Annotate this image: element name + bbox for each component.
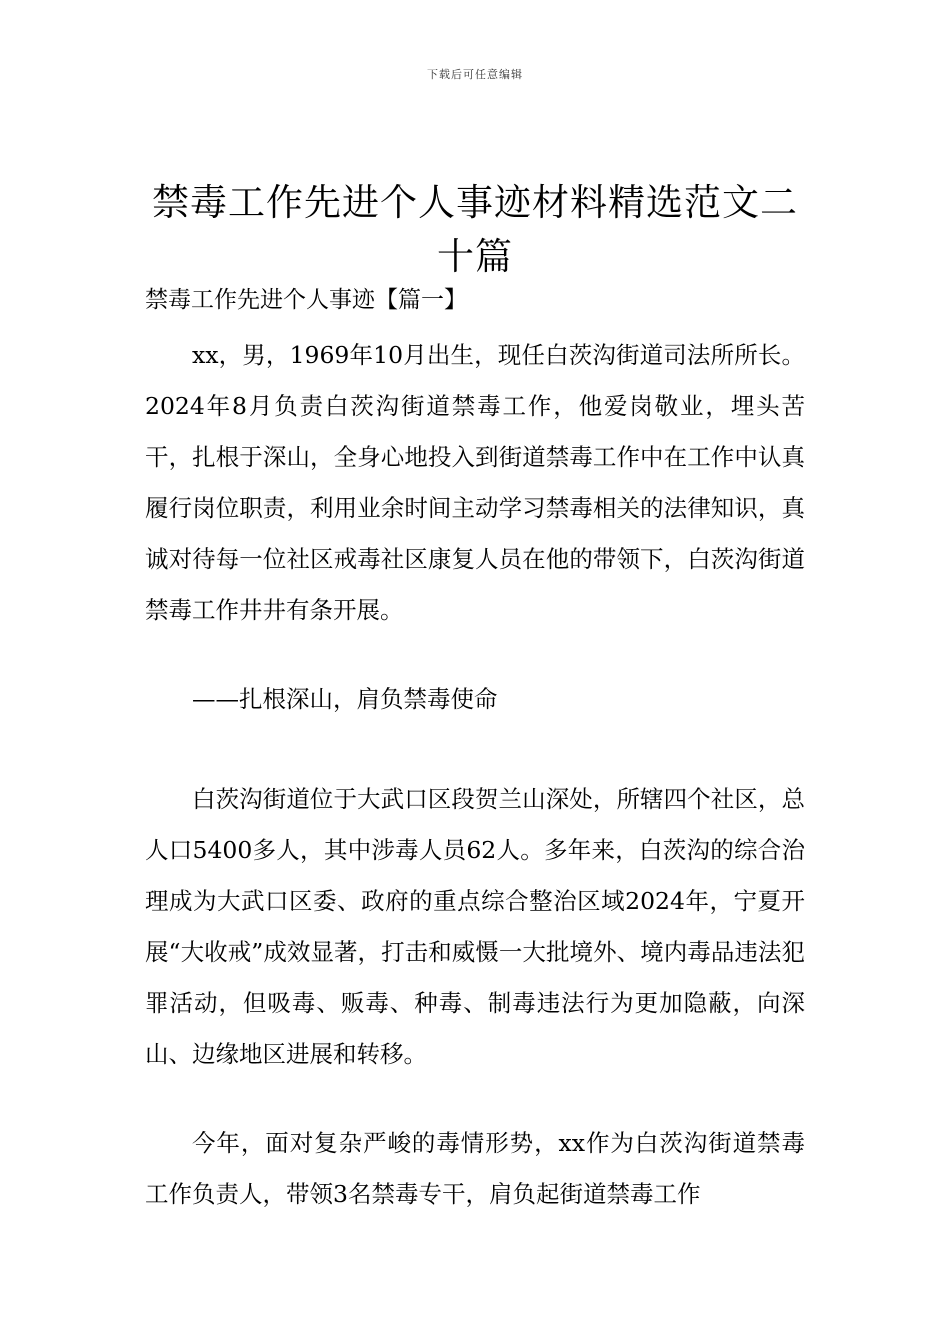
section-heading: 禁毒工作先进个人事迹【篇一】 [145,287,467,313]
paragraph-2: 白茨沟街道位于大武口区段贺兰山深处，所辖四个社区，总人口5400多人，其中涉毒人员62人。多年来，白茨沟的综合治理成为大武口区委、政府的重点综合整治区域2024年，宁夏开展“大收戒”成效显著，打击和威慑一大批境外、境内毒品违法犯罪活动，但吸毒、贩毒、种毒、制毒违法行为更加隐蔽，向深山、边缘地区进展和转移。 [145,785,805,1068]
paragraph-1: xx，男，1969年10月出生，现任白茨沟街道司法所所长。2024年8月负责白茨沟街道禁毒工作，他爱岗敬业，埋头苦干，扎根于深山，全身心地投入到街道禁毒工作中在工作中认真履行岗位职责，利用业余时间主动学习禁毒相关的法律知识，真诚对待每一位社区戒毒社区康复人员在他的带领下，白茨沟街道禁毒工作井井有条开展。 [145,341,805,624]
page-title: 禁毒工作先进个人事迹材料精选范文二十篇 [152,181,798,278]
paragraph-3: 今年，面对复杂严峻的毒情形势，xx作为白茨沟街道禁毒工作负责人，带领3名禁毒专干，肩负起街道禁毒工作 [145,1129,805,1208]
header-note: 下载后可任意编辑 [427,68,523,81]
subheading: ——扎根深山，肩负禁毒使命 [192,685,498,713]
